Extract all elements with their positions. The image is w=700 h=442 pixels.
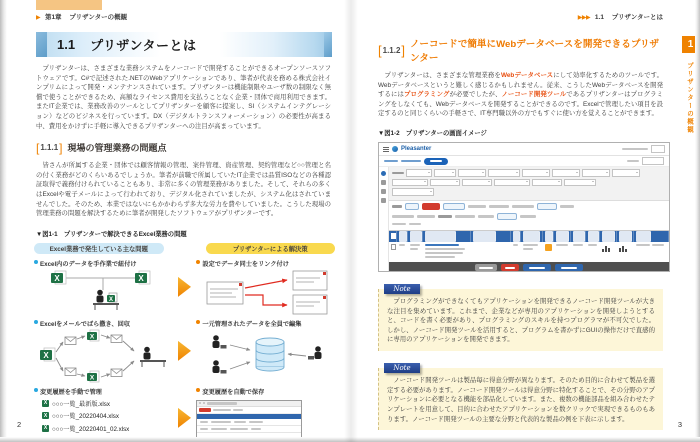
excel-icon: X [43,425,48,432]
bullet-icon [34,388,38,392]
excel-manual-link-diagram [34,269,173,311]
subsection-1-1-1-body: 皆さんが所属する企業・団体では顧客情報の管理、案件管理、資産管理、契約管理など○○管理と名の付く業務がどのくらいあるでしょうか。筆者が前職で所属していたIT企業では品質ISOなどの各種認証取得で義務付けられていることもあり、非常に多くの管理業務がありました。そして、それらの多くはExcelや電子メールによって行われており、デジタル化されていましたが、システム化はされていませんでした。そのため、本業ではないにもかかわらず多大な労力を費やしていました。こうした現場の管理業務の問題を解決するために筆者が開発したソフトウェアがプリザンターです。 [36,162,331,218]
excel-icon: X [43,400,48,407]
subsection-1-1-1-heading: [ 1.1.1 ] 現場の管理業務の問題点 [36,140,167,155]
sidebar-icon [381,180,386,185]
page-left [7,0,345,442]
footer-button [523,264,551,271]
note-body: プログラミングができなくてもアプリケーションを開発できるノーコード開発ツールが大きな注目を集めています。これまで、企業などが専用のアプリケーションを開発しようとすると、コードを書く必要があり、プログラミングのスキルを持つプログラマが不可欠でした。しかし、ノーコード開発ツールを活用すると、プログラムを書かずにGUIの操作だけで直感的に専用のアプリケーションを開発できます。 [387,298,655,344]
svg-text:X: X [43,350,49,360]
footer-button [555,264,583,271]
screenshot-table-header [389,231,669,242]
history-table-window [196,400,302,438]
footer-delete-button [501,264,519,271]
running-head-section: 1.1 [594,14,604,21]
page-number-right: 3 [677,420,682,429]
solution-arrow-icon [178,341,191,361]
hamburger-icon [383,147,389,152]
svg-text:X: X [138,273,144,283]
subsection-title: ノーコードで簡単にWebデータベースを開発できるプリザンター [410,39,660,64]
sidebar-icon [381,198,386,203]
pleasanter-screenshot [378,142,670,272]
solution-arrow-icon [178,277,191,297]
bullet-icon [196,388,200,392]
page-number-left: 2 [17,420,22,429]
sidebar-icon [381,189,386,194]
central-database-diagram [196,329,335,381]
side-tab-label: プリザンターの概観 [686,62,693,134]
solution-label: 設定でデータ同士をリンク付け [196,259,335,268]
section-title-bar [36,32,332,57]
section-intro-paragraph: プリザンターは、さまざまな業務システムをノーコードで開発することができるオープンソースソフトウェアです。C#で記述された.NETのWebアプリケーションであり、筆者が代表を務める株式会社インプリムによって開発・メンテナンスされています。プリザンターは機能制限やユーザ数の制限なく無償で使うことができるため、高額なライセンス費用を支払うことなく企業・団体で商用利用できます。またIT企業では、業務改善のツールとしてプリザンターを顧客に提案し、SI（システムインテグレーション）などのビジネスを行っています。DX（デジタルトランスフォーメーション）の必要性が高まる中、費用をかけずに手軽に導入できるプリザンターへの注目が高まっています。 [36,65,331,130]
file-item: X ○○○一覧_最新版.xlsx [43,400,110,408]
note-tab: Note [384,363,420,373]
bullet-icon [196,260,200,264]
subsection-number: 1.1.1 [40,143,59,153]
section-marker-icon: ▶▶▶ [577,15,591,21]
bullet-icon [34,320,38,324]
figure-1-1-diagram [34,243,335,442]
figure-1-1-caption: ▼図1-1 プリザンターで解決できるExcel業務の問題 [36,230,187,238]
screenshot-filter-panel [389,167,669,201]
status-badge [545,244,552,251]
subsection-number: 1.1.2 [382,45,401,55]
screenshot-sidebar [379,167,389,272]
bullet-icon [34,260,38,264]
running-head-chapter: 第1章 [44,14,62,21]
excel-icon: X [43,412,48,419]
subsection-title: 現場の管理業務の問題点 [67,143,167,154]
aggregate-red-button [422,203,440,211]
figure-1-2-caption: ▼図1-2 プリザンターの画面イメージ [378,130,487,138]
solution-label: 一元管理されたデータを全員で編集 [196,319,335,328]
section-title: プリザンターとは [90,38,197,53]
running-head-title: プリザンターとは [611,14,663,21]
svg-text:X: X [90,374,95,382]
problem-label: 変更履歴を手動で管理 [34,387,173,396]
svg-text:X: X [90,333,95,341]
pleasanter-logo-text: Pleasanter [401,146,432,153]
user-menu-box [651,145,665,153]
footer-button [475,264,497,271]
solution-label: 変更履歴を自動で保存 [196,387,335,396]
diagram-row [34,259,335,315]
note-body: ノーコード開発ツールは製品毎に得意分野が異なります。そのため目的に合わせて製品を選定する必要があります。ノーコード開発ツールは得意分野に特化することで、その分野のアプリケーションに必要となる機能を部品化しています。また、複数の機能部品を組み合わせたテンプレートを用意して、目的に合わせたアプリケーションを数クリックで実現できるものもあります。ノーコード開発ツールの主要な分野と代表的な製品の例を下表に示します。 [387,377,655,423]
note-box [378,364,663,430]
problem-label: Excelをメールでばら撒き、回収 [34,319,173,328]
svg-text:X: X [54,273,60,283]
new-record-button [424,158,448,165]
solution-arrow-icon [178,408,191,428]
section-number: 1.1 [57,37,76,52]
screenshot-footer-bar [389,262,669,272]
subsection-1-1-2-body: プリザンターは、さまざまな管理業務をWebデータベースにして効率化するためのツールです。Webデータベースというと難しく感じるかもしれません。従来、こうしたWebデータベースを開発するにはプログラミングが必要でしたが、ノーコード開発ツールであるプリザンターはプログラミングをしなくても、Webデータベースを開発することができるのです。Excelで管理したい項目を設定するのと同じくらいの手軽さで、IT専門職以外の方でもすぐに使い方を覚えることができます。 [378,72,664,118]
screenshot-topbar [379,143,669,156]
note-tab: Note [384,284,420,294]
diagram-row [34,319,335,383]
screenshot-navbar [379,156,669,167]
side-tab-chapter-number: 1 [682,36,699,53]
diagram-row [34,387,335,442]
page-right [352,0,693,442]
file-item: X ○○○一覧_20220404.xlsx [43,412,119,421]
diagram-problem-header: Excel業務で発生している主な問題 [34,243,164,254]
linked-windows-diagram [196,269,335,315]
running-head-right [378,12,663,21]
chapter-tab [36,0,102,10]
note-box [378,285,663,351]
svg-text:X: X [109,296,114,303]
running-head-title: プリザンターの概観 [69,14,128,21]
problem-label: Excel内のデータを手作業で紐付け [34,259,173,268]
mini-red-button [199,408,211,412]
excel-mail-scatter-diagram [34,329,173,383]
app-icon [381,171,386,176]
subsection-1-1-2-heading: [ 1.1.2 ] ノーコードで簡単にWebデータベースを開発できるプリザンター [378,36,667,64]
pleasanter-logo-icon [392,146,398,152]
file-item: X ○○○一覧_20220401_02.xlsx [43,425,130,433]
screenshot-aggregate-panel [389,201,669,231]
diagram-solution-header: プリザンターによる解決策 [206,243,336,254]
chapter-marker-icon: ▶ [36,15,41,21]
view-select [642,157,664,165]
bullet-icon [196,320,200,324]
running-head-left [36,12,331,21]
excel-file-list [42,399,173,442]
